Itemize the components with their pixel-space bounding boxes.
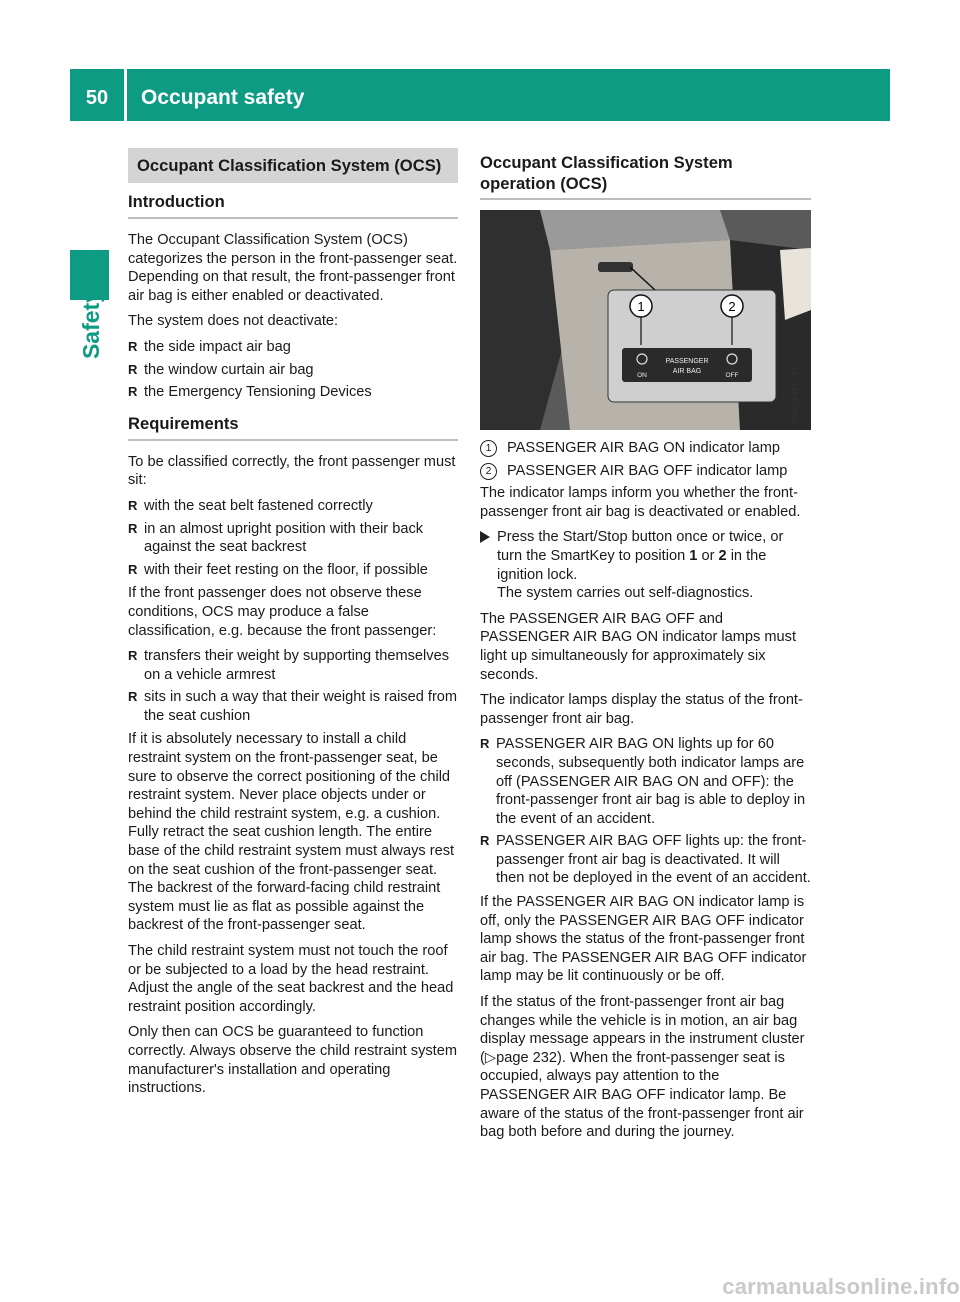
panel-airbag-text: AIR BAG — [672, 368, 702, 375]
caption-1-number: 1 — [480, 440, 497, 457]
callout-2-label: 2 — [728, 299, 736, 314]
caption-2 — [480, 462, 811, 481]
watermark: carmanualsonline.info — [722, 1274, 960, 1299]
list-item: R transfers their weight by supporting themselves on a vehicle armrest — [128, 647, 458, 684]
step-or: or — [701, 547, 715, 564]
list-item: R sits in such a way that their weight is raised from the seat cushion — [128, 688, 458, 725]
status-paragraph: The indicator lamps display the status of the front-passenger front air bag. — [480, 692, 803, 727]
ocs-figure — [480, 210, 811, 430]
panel-on-text: ON — [637, 372, 647, 379]
step-instruction — [497, 528, 811, 584]
no-deactivate-paragraph: The system does not deactivate: — [128, 313, 339, 330]
list-item: R the Emergency Tensioning Devices — [128, 383, 458, 402]
chapter-title: Occupant safety — [141, 86, 305, 109]
panel-off-text: OFF — [725, 372, 739, 379]
motion-text-b: ). When the front-passenger seat is occupied, always pay attention to the PASSENGER AIR BAG OFF indicator lamp. Be aware of the status of the front-passenger front air bag both before and during the journey. — [480, 1049, 804, 1141]
false-classification-paragraph: If the front passenger does not observe these conditions, OCS may produce a false classification, e.g. because the front passenger: — [128, 585, 437, 639]
light-up-paragraph: The PASSENGER AIR BAG OFF and PASSENGER AIR BAG ON indicator lamps must light up simultaneously for approximately six seconds. — [480, 610, 797, 683]
page-reference-link[interactable]: page 232 — [496, 1049, 557, 1066]
list-item: R the window curtain air bag — [128, 361, 458, 380]
caption-1-text: PASSENGER AIR BAG ON indicator lamp — [507, 440, 781, 456]
step-arrow-icon — [480, 531, 490, 543]
child-restraint-paragraph: If it is absolutely necessary to install a child restraint system on the front-passenger seat, be sure to observe the correct positioning of the child restraint system. Never place objects under or behind the child restraint system, e.g. a cushion. Fully retract the seat cushion length. The entire base of the child restraint system must always rest on the seat cushion of the front-passenger seat. The backrest of the forward-facing child restraint system must lie as flat as possible against the backrest of the front-passenger seat. — [128, 731, 455, 934]
list-item: R the side impact air bag — [128, 338, 458, 357]
header-separator — [124, 69, 127, 121]
callout-1-label: 1 — [637, 299, 645, 314]
introduction-heading: Introduction — [128, 191, 458, 219]
inform-paragraph: The indicator lamps inform you whether the front-passenger front air bag is deactivated or enabled. — [480, 485, 801, 520]
side-tab-label: Safety — [78, 290, 104, 360]
requirements-list — [128, 497, 458, 579]
no-deactivate-list — [128, 338, 458, 402]
section-title: Occupant Classification System (OCS) — [128, 148, 458, 183]
motion-paragraph — [480, 993, 811, 1142]
step-result: The system carries out self-diagnostics. — [497, 585, 754, 602]
false-classification-list — [128, 647, 458, 725]
step-text-2: in the ignition lock. — [497, 547, 767, 583]
caption-1 — [480, 439, 811, 458]
caption-2-text: PASSENGER AIR BAG OFF indicator lamp — [507, 462, 788, 479]
list-item: R PASSENGER AIR BAG OFF lights up: the front-passenger front air bag is deactivated. It will then not be deployed in the event of an accident. — [480, 832, 811, 888]
requirements-paragraph: To be classified correctly, the front passenger must sit: — [128, 453, 456, 489]
figure-code: P68.10-4773-31 — [791, 366, 800, 424]
instruction-step — [480, 528, 811, 602]
on-off-paragraph: If the PASSENGER AIR BAG ON indicator lamp is off, only the PASSENGER AIR BAG OFF indicator lamp shows the status of the front-passenger front air bag. The PASSENGER AIR BAG OFF indicator lamp may be lit continuously or be off. — [480, 894, 807, 985]
position-2: 2 — [718, 547, 727, 564]
status-list — [480, 735, 811, 888]
figure-illustration — [480, 210, 811, 430]
roof-paragraph: The child restraint system must not touch the roof or be subjected to a load by the head restraint. Adjust the angle of the seat backrest and the head restraint position accordingly. — [128, 943, 454, 1015]
list-item: R PASSENGER AIR BAG ON lights up for 60 seconds, subsequently both indicator lamps are off (PASSENGER AIR BAG ON and OFF): the front-passenger front air bag is able to deploy in the event of an accident. — [480, 735, 811, 828]
requirements-heading: Requirements — [128, 413, 458, 441]
left-column — [128, 148, 458, 1105]
right-column — [480, 152, 811, 1149]
caption-2-number: 2 — [480, 463, 497, 480]
passenger-seat — [780, 248, 811, 320]
page-number: 50 — [85, 87, 109, 109]
panel-passenger-text: PASSENGER — [665, 358, 709, 365]
list-item: R with the seat belt fastened correctly — [128, 497, 458, 516]
motion-text-a: If the status of the front-passenger front air bag changes while the vehicle is in motion, an air bag display message appears in the instrument cluster ( — [480, 994, 805, 1066]
ocs-operation-heading: Occupant Classification System operation (OCS) — [480, 152, 811, 200]
only-then-paragraph: Only then can OCS be guaranteed to function correctly. Always observe the child restraint system manufacturer's installation and operating instructions. — [128, 1024, 458, 1097]
list-item: R in an almost upright position with their back against the seat backrest — [128, 520, 458, 557]
indicator-panel-small — [598, 262, 633, 272]
position-1: 1 — [689, 547, 698, 564]
list-item: R with their feet resting on the floor, if possible — [128, 561, 458, 580]
step-text-1: Press the Start/Stop button once or twice, or turn the SmartKey to position — [497, 529, 784, 564]
page-ref-arrow-icon: ▷ — [484, 1049, 497, 1066]
intro-paragraph: The Occupant Classification System (OCS) categorizes the person in the front-passenger seat. Depending on that result, the front-passenger front air bag is either enabled or deactivated. — [128, 232, 458, 304]
